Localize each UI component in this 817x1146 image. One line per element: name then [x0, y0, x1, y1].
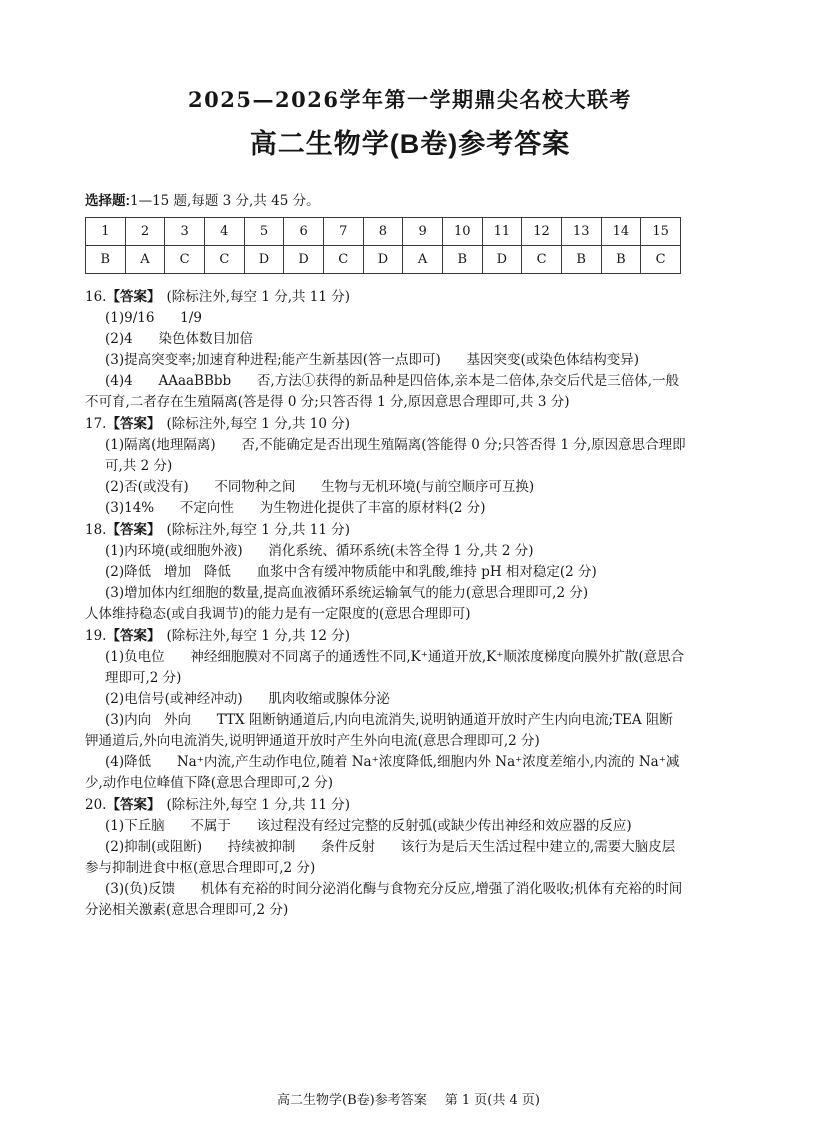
answer-line: 理即可,2 分) — [105, 670, 182, 686]
answer-line: (1)负电位 神经细胞膜对不同离子的通透性不同,K⁺通道开放,K⁺顺浓度梯度向膜外扩散(意思合 — [105, 649, 685, 665]
answer-line: 可,共 2 分) — [105, 458, 173, 474]
answer-letter-row — [86, 246, 681, 274]
question-number-cell: 1 — [86, 218, 126, 246]
scoring-note: (除标注外,每空 1 分,共 11 分) — [166, 522, 351, 538]
question-number-cell: 2 — [125, 218, 165, 246]
choice-intro-label: 选择题: — [85, 193, 130, 208]
exam-title: 2025—2026学年第一学期鼎尖名校大联考 — [188, 87, 632, 112]
answer-section-16 — [85, 286, 735, 413]
question-number-cell: 11 — [482, 218, 522, 246]
answer-label: 【答案】 — [106, 289, 161, 304]
answer-line: 少,动作电位峰值下降(意思合理即可,2 分) — [85, 775, 333, 791]
question-number-cell: 10 — [442, 218, 482, 246]
answer-line: 分泌相关激素(意思合理即可,2 分) — [85, 902, 289, 918]
footer-page-number: 第 1 页(共 4 页) — [444, 1093, 540, 1108]
question-number-cell: 5 — [244, 218, 284, 246]
answer-label: 【答案】 — [106, 416, 161, 431]
answer-letter-cell: B — [442, 246, 482, 274]
answer-label: 【答案】 — [106, 628, 161, 643]
answer-line: (3)(负)反馈 机体有充裕的时间分泌消化酶与食物充分反应,增强了消化吸收;机体有充裕的时间 — [105, 881, 683, 897]
answer-section-17 — [85, 413, 735, 519]
answer-line: (2)抑制(或阻断) 持续被抑制 条件反射 该行为是后天生活过程中建立的,需要大脑皮层 — [105, 839, 676, 855]
section-number: 18. — [85, 522, 107, 538]
choice-answer-table — [85, 217, 681, 274]
answer-sections — [85, 286, 735, 921]
answer-letter-cell: C — [165, 246, 205, 274]
section-number: 20. — [85, 797, 107, 813]
scoring-note: (除标注外,每空 1 分,共 10 分) — [166, 416, 351, 432]
question-number-row — [86, 218, 681, 246]
question-number-cell: 13 — [561, 218, 601, 246]
section-header — [85, 519, 735, 541]
question-number-cell: 7 — [323, 218, 363, 246]
answer-letter-cell: D — [284, 246, 324, 274]
answer-letter-cell: B — [601, 246, 641, 274]
answer-letter-cell: A — [125, 246, 165, 274]
answer-line: 不可育,二者存在生殖隔离(答是得 0 分;只答否得 1 分,原因意思合理即可,共 3 分) — [85, 394, 570, 410]
answer-letter-cell: B — [561, 246, 601, 274]
question-number-cell: 4 — [204, 218, 244, 246]
answer-letter-cell: D — [363, 246, 403, 274]
answer-line: (3)14% 不定向性 为生物进化提供了丰富的原材料(2 分) — [105, 500, 486, 516]
question-number-cell: 14 — [601, 218, 641, 246]
answer-line: (1)内环境(或细胞外液) 消化系统、循环系统(未答全得 1 分,共 2 分) — [105, 543, 534, 559]
answer-line: (3)提高突变率;加速育种进程;能产生新基因(答一点即可) 基因突变(或染色体结构变异) — [105, 352, 640, 368]
answer-letter-cell: A — [403, 246, 443, 274]
choice-intro-text: 1—15 题,每题 3 分,共 45 分。 — [130, 193, 320, 209]
scoring-note: (除标注外,每空 1 分,共 12 分) — [166, 628, 351, 644]
answer-section-20 — [85, 794, 735, 921]
section-number: 17. — [85, 416, 107, 432]
answer-letter-cell: C — [522, 246, 562, 274]
answer-line: (2)降低 增加 降低 血浆中含有缓冲物质能中和乳酸,维持 pH 相对稳定(2 分) — [105, 564, 597, 580]
answer-line: (4)4 AAaaBBbb 否,方法①获得的新品种是四倍体,亲本是二倍体,杂交后代是三倍体,一般 — [105, 373, 680, 389]
answer-letter-cell: C — [323, 246, 363, 274]
section-header — [85, 286, 735, 308]
footer-title: 高二生物学(B卷)参考答案 — [277, 1093, 427, 1108]
question-number-cell: 8 — [363, 218, 403, 246]
section-number: 16. — [85, 289, 107, 305]
exam-subtitle: 高二生物学(B卷)参考答案 — [249, 129, 571, 159]
answer-label: 【答案】 — [106, 797, 161, 812]
scoring-note: (除标注外,每空 1 分,共 11 分) — [166, 289, 351, 305]
answer-line: (1)下丘脑 不属于 该过程没有经过完整的反射弧(或缺少传出神经和效应器的反应) — [105, 818, 632, 834]
answer-line: (3)内向 外向 TTX 阻断钠通道后,内向电流消失,说明钠通道开放时产生内向电流;TEA 阻断 — [105, 712, 673, 728]
question-number-cell: 3 — [165, 218, 205, 246]
answer-line: (2)电信号(或神经冲动) 肌肉收缩或腺体分泌 — [105, 691, 390, 707]
answer-line: 钾通道后,外向电流消失,说明钾通道开放时产生外向电流(意思合理即可,2 分) — [85, 733, 540, 749]
answer-letter-cell: D — [244, 246, 284, 274]
choice-section-intro — [85, 189, 735, 209]
answer-line: (2)否(或没有) 不同物种之间 生物与无机环境(与前空顺序可互换) — [105, 479, 535, 495]
question-number-cell: 9 — [403, 218, 443, 246]
answer-line: (4)降低 Na⁺内流,产生动作电位,随着 Na⁺浓度降低,细胞内外 Na⁺浓度差缩小,内流的 Na⁺减 — [105, 754, 680, 770]
answer-label: 【答案】 — [106, 522, 161, 537]
answer-line: (3)增加体内红细胞的数量,提高血液循环系统运输氧气的能力(意思合理即可,2 分) — [105, 585, 589, 601]
answer-line: (2)4 染色体数目加倍 — [105, 331, 253, 347]
answer-line: (1)9/16 1/9 — [105, 310, 202, 326]
section-header — [85, 413, 735, 435]
answer-letter-cell: C — [204, 246, 244, 274]
section-header — [85, 625, 735, 647]
page-footer — [0, 1089, 817, 1108]
question-number-cell: 15 — [641, 218, 681, 246]
answer-section-18 — [85, 519, 735, 625]
answer-letter-cell: B — [86, 246, 126, 274]
question-number-cell: 6 — [284, 218, 324, 246]
answer-letter-cell: C — [641, 246, 681, 274]
answer-line: 人体维持稳态(或自我调节)的能力是有一定限度的(意思合理即可) — [85, 606, 471, 622]
section-number: 19. — [85, 628, 107, 644]
section-header — [85, 794, 735, 816]
question-number-cell: 12 — [522, 218, 562, 246]
answer-letter-cell: D — [482, 246, 522, 274]
answer-line: 参与抑制进食中枢(意思合理即可,2 分) — [85, 860, 316, 876]
answer-line: (1)隔离(地理隔离) 否,不能确定是否出现生殖隔离(答能得 0 分;只答否得 1 分,原因意思合理即 — [105, 437, 686, 453]
answer-section-19 — [85, 625, 735, 794]
scoring-note: (除标注外,每空 1 分,共 11 分) — [166, 797, 351, 813]
